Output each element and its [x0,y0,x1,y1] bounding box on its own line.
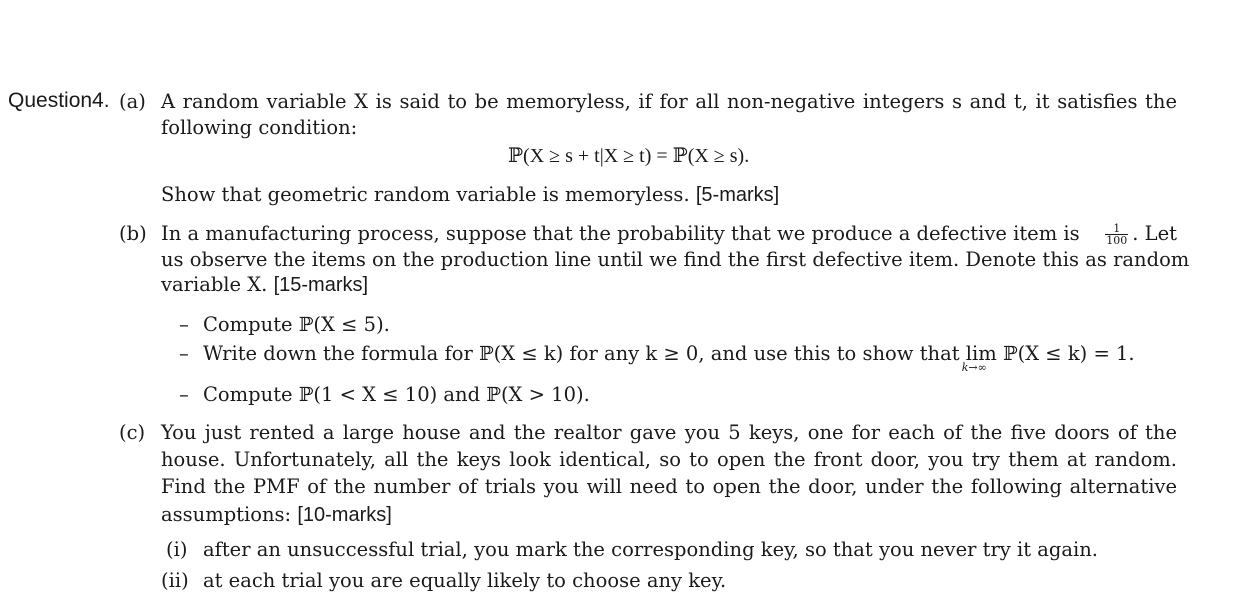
part-b-marks: [15-marks] [273,274,369,296]
part-b-bullet-3: Compute ℙ(1 < X ≤ 10) and ℙ(X > 10). [203,383,590,406]
part-c-item-2-label: (ii) [161,569,189,592]
bullet-dash-1: – [179,313,189,336]
part-b-bullet-2 [203,342,1135,374]
question-label: Question4. [8,89,110,112]
bullet-dash-2: – [179,342,189,365]
part-a-instruction: Show that geometric random variable is memoryless. [161,183,690,206]
part-b-line-1-after: . Let [1132,222,1177,245]
part-c-line-4 [161,503,392,527]
part-b-bullet-2-after: ℙ(X ≤ k) = 1. [1002,342,1135,365]
part-b-line-1 [161,222,1177,246]
part-a-marks: [5-marks] [695,184,780,206]
part-a-line-2: following condition: [161,116,358,139]
part-a-line-1: A random variable X is said to be memoryless, if for all non-negative integers s and t, it satisfies the [161,90,1177,113]
memoryless-formula: ℙ(X ≥ s + t|X ≥ t) = ℙ(X ≥ s). [508,145,750,167]
part-b-line-3-text: variable X. [161,273,268,296]
fraction-denominator: 100 [1106,234,1128,247]
part-c-item-1: after an unsuccessful trial, you mark the corresponding key, so that you never try it again. [203,538,1099,561]
part-b-label: (b) [119,222,147,245]
bullet-dash-3: – [179,383,189,406]
fraction-numerator: 1 [1105,223,1128,235]
part-b-line-1-text: In a manufacturing process, suppose that the probability that we produce a defective item is [161,222,1080,245]
part-a-line-3 [161,183,779,207]
part-c-line-3: Find the PMF of the number of trials you will need to open the door, under the following alternative [161,475,1177,498]
limit-subscript: k→∞ [961,361,987,374]
part-b-line-3 [161,273,368,297]
part-c-label: (c) [119,421,146,444]
part-a-label: (a) [119,90,146,113]
limit-label: lim [965,342,997,365]
probability-fraction [1105,223,1128,246]
part-c-item-1-label: (i) [166,538,188,561]
part-c-marks: [10-marks] [297,504,392,526]
part-c-line-2: house. Unfortunately, all the keys look identical, so to open the front door, you try them at random. [161,448,1177,471]
part-c-line-4-text: assumptions: [161,503,292,526]
part-b-bullet-1: Compute ℙ(X ≤ 5). [203,313,390,336]
limit-operator [961,342,997,374]
part-b-bullet-2-text: Write down the formula for ℙ(X ≤ k) for any k ≥ 0, and use this to show that [203,342,960,365]
part-b-line-2: us observe the items on the production line until we find the first defective item. Denote this as random [161,248,1190,271]
part-b-line-1-tail [1101,222,1177,246]
part-c-item-2: at each trial you are equally likely to choose any key. [203,569,727,592]
part-c-line-1: You just rented a large house and the realtor gave you 5 keys, one for each of the five doors of the [161,421,1177,444]
